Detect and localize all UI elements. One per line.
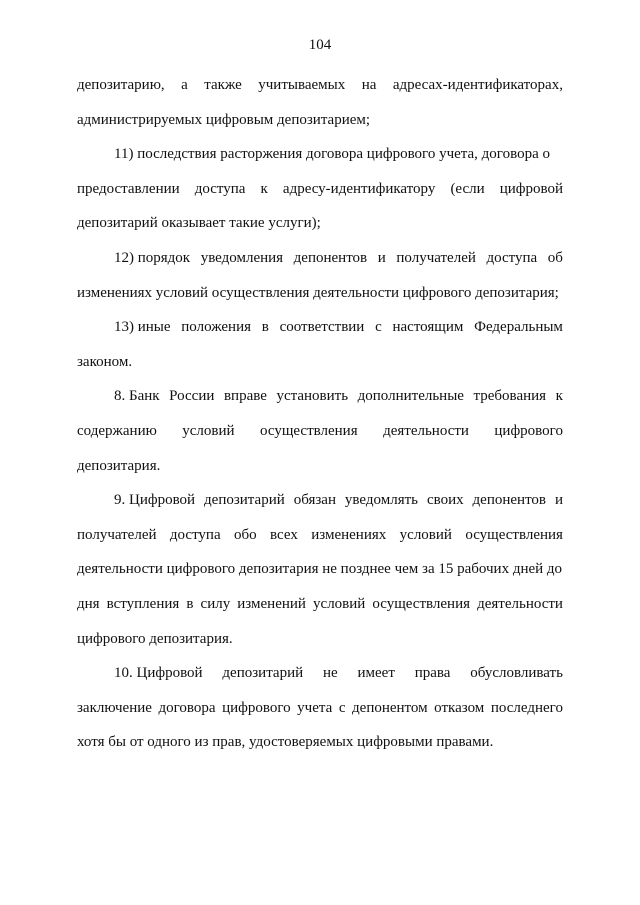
text-segment: последнего [490, 699, 563, 716]
text-segment: получателей [396, 249, 476, 266]
text-line [77, 351, 563, 386]
text-segment: 13) иные [114, 319, 171, 336]
text-segment: настоящим [392, 319, 464, 336]
text-segment: депозитарий оказывает такие услуги); [77, 215, 321, 232]
text-segment: соответствии [279, 319, 365, 336]
text-segment: осуществления [260, 422, 358, 439]
text-segment: в [186, 595, 194, 612]
text-segment: к [260, 180, 268, 197]
text-segment: своих [426, 492, 464, 509]
text-segment: 11) последствия расторжения договора цифрового учета, договора о [114, 146, 550, 163]
text-segment: условий [399, 526, 452, 543]
text-segment: обусловливать [470, 665, 563, 682]
page-number: 104 [308, 37, 332, 53]
text-line [77, 731, 563, 766]
text-segment: дополнительные [357, 388, 464, 405]
text-segment: 9. Цифровой [114, 492, 196, 509]
text-segment: депонентов [293, 249, 368, 266]
text-segment: всех [270, 526, 298, 543]
text-segment: России [169, 388, 215, 405]
text-segment: цифрового депозитария. [77, 630, 233, 647]
text-line [77, 420, 563, 455]
text-segment: 12) порядок [114, 249, 191, 266]
text-segment: требования [473, 388, 547, 405]
text-line [77, 558, 563, 593]
text-segment: адресах-идентификаторах, [392, 77, 563, 93]
text-segment: изменениях условий осуществления деятельности цифрового депозитария; [77, 284, 559, 301]
text-line [77, 316, 563, 351]
text-line [77, 178, 563, 213]
text-line [77, 593, 563, 628]
text-segment: с [375, 319, 382, 336]
text-segment: и [377, 249, 386, 266]
text-line [77, 109, 563, 144]
text-segment: положения [181, 319, 252, 336]
text-segment: депозитарию, [77, 77, 165, 93]
text-segment: уведомлять [344, 492, 418, 509]
text-segment: права [414, 665, 451, 682]
text-line [77, 628, 563, 663]
text-segment: цифровой [499, 180, 563, 197]
text-segment: имеет [357, 665, 395, 682]
text-segment: вправе [223, 388, 267, 405]
text-segment: осуществления [465, 526, 563, 543]
text-segment: деятельности [477, 595, 563, 612]
text-segment: содержанию [77, 422, 157, 439]
text-segment: а [181, 77, 188, 93]
body-text [77, 74, 563, 766]
text-segment: депонентов [472, 492, 547, 509]
text-segment: цифрового [222, 699, 291, 716]
text-line [77, 143, 563, 178]
text-segment: обо [234, 526, 257, 543]
text-segment: уведомления [200, 249, 284, 266]
text-segment: учитываемых [258, 77, 346, 93]
text-segment: предоставлении [77, 180, 180, 197]
text-segment: вступления [106, 595, 180, 612]
text-segment: условий [313, 595, 366, 612]
text-segment: отказом [434, 699, 485, 716]
text-segment: доступа [194, 180, 246, 197]
text-segment: законом. [77, 353, 133, 370]
text-segment: цифрового [494, 422, 563, 439]
text-segment: хотя бы от одного из прав, удостоверяемых цифровыми правами. [77, 734, 494, 751]
text-segment: депозитарий [222, 665, 304, 682]
text-segment: обязан [293, 492, 336, 509]
text-segment: Федеральным [474, 319, 563, 336]
text-segment: доступа [486, 249, 538, 266]
text-segment: и [554, 492, 563, 509]
text-segment: установить [276, 388, 349, 405]
text-segment: учета [297, 699, 333, 716]
text-segment: также [204, 77, 242, 93]
text-segment: получателей [77, 526, 157, 543]
text-segment: 8. Банк [114, 388, 160, 405]
text-line [77, 524, 563, 559]
text-segment: администрируемых цифровым депозитарием; [77, 111, 371, 128]
text-line [77, 74, 563, 109]
text-line [77, 489, 563, 524]
text-segment: адресу-идентификатору [282, 180, 436, 197]
text-line [77, 282, 563, 317]
text-segment: заключение [77, 699, 152, 716]
text-segment: доступа [169, 526, 221, 543]
text-segment: (если [450, 180, 485, 197]
text-line [77, 662, 563, 697]
text-segment: дня [77, 595, 100, 612]
text-line [77, 455, 563, 490]
text-line [77, 212, 563, 247]
text-segment: деятельности цифрового депозитария не позднее чем за 15 рабочих дней до [77, 561, 563, 578]
text-segment: изменений [237, 595, 306, 612]
text-line [77, 247, 563, 282]
text-segment: деятельности [383, 422, 469, 439]
text-segment: в [261, 319, 269, 336]
text-line [77, 385, 563, 420]
text-segment: изменениях [311, 526, 387, 543]
text-segment: договора [158, 699, 216, 716]
text-segment: депозитарий [204, 492, 285, 509]
text-line [77, 697, 563, 732]
text-segment: депозитария. [77, 457, 161, 474]
text-segment: 10. Цифровой [114, 665, 203, 682]
text-segment: не [322, 665, 338, 682]
text-segment: силу [200, 595, 231, 612]
text-segment: к [555, 388, 563, 405]
text-segment: с [338, 699, 346, 716]
text-segment: депонентом [352, 699, 428, 716]
text-segment: осуществления [372, 595, 471, 612]
text-segment: условий [182, 422, 235, 439]
text-segment: на [361, 77, 377, 93]
text-segment: об [547, 249, 563, 266]
